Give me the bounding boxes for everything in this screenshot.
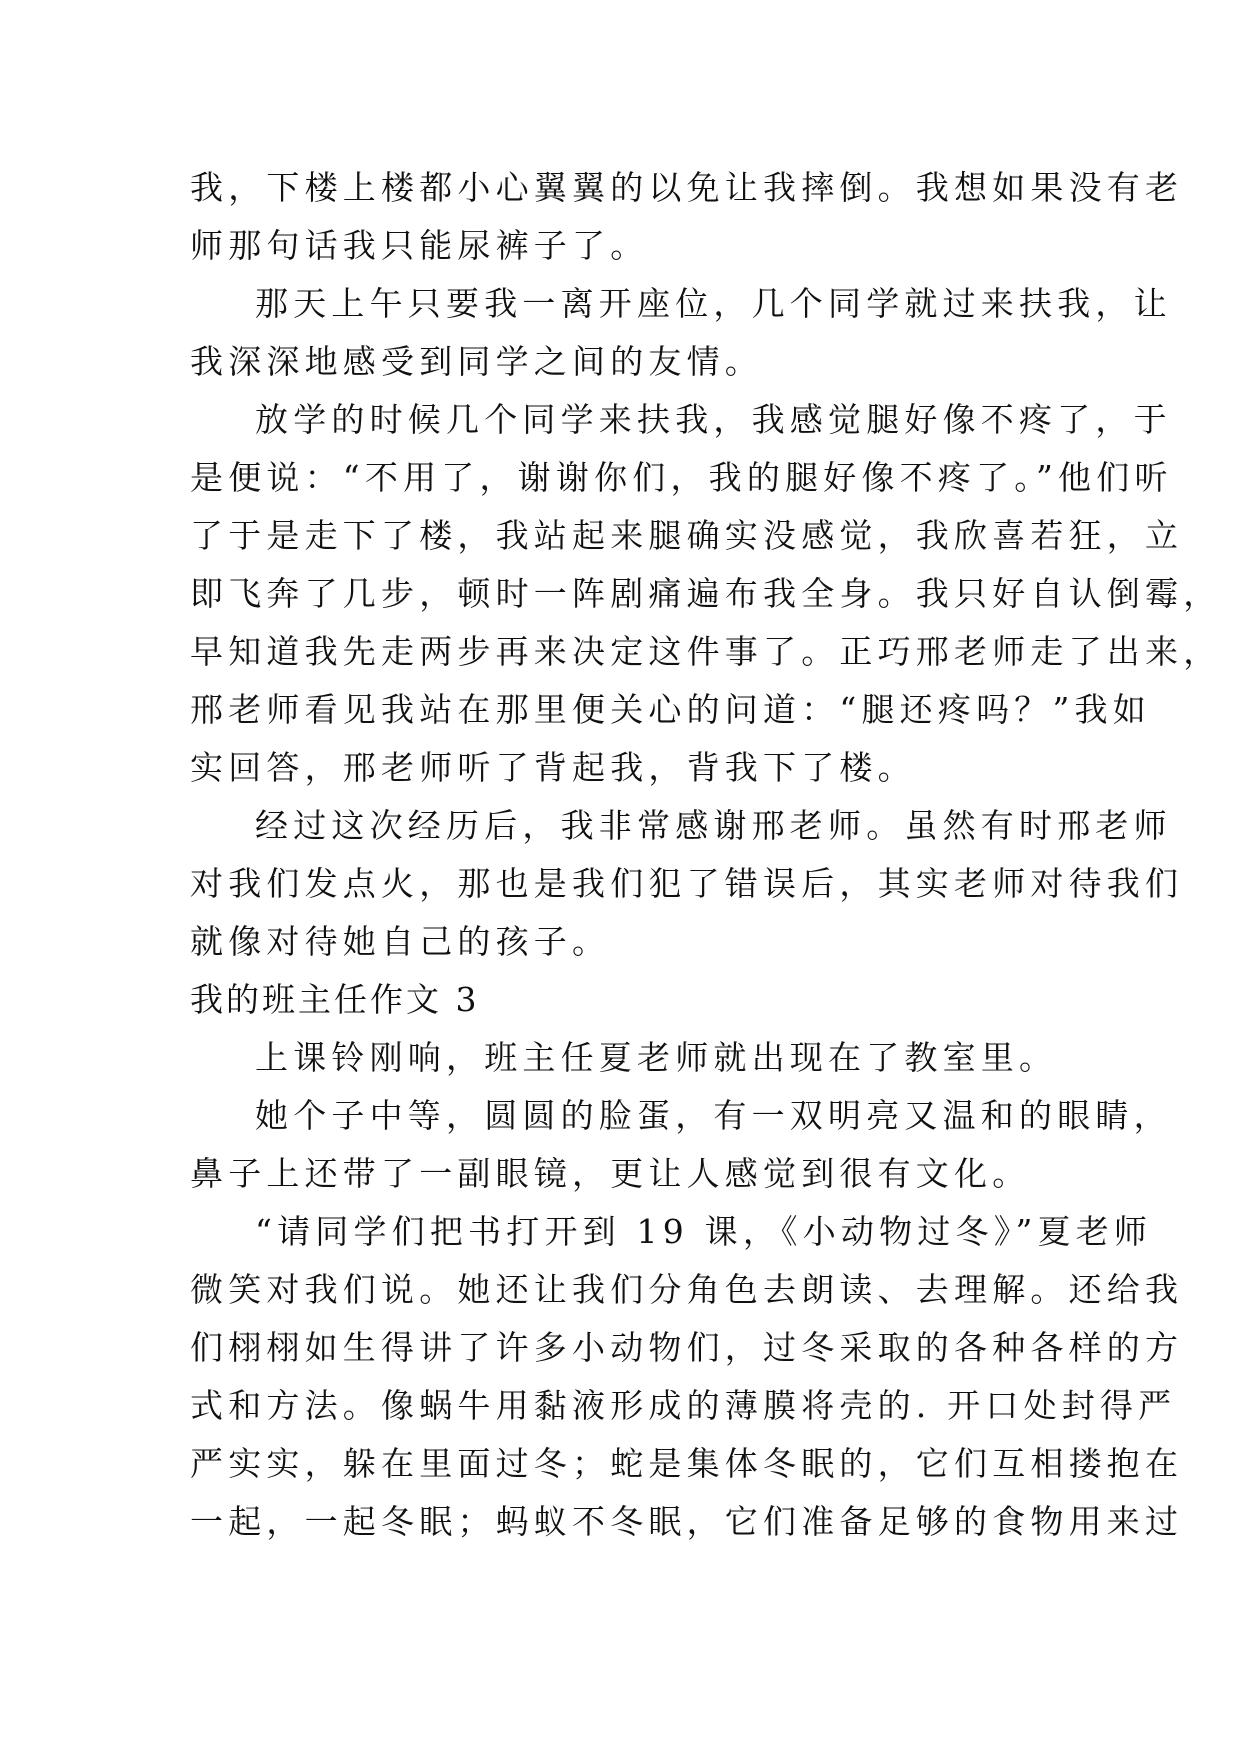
text-line: 鼻子上还带了一副眼镜，更让人感觉到很有文化。 xyxy=(190,1154,1031,1193)
text-line: 师那句话我只能尿裤子了。 xyxy=(190,226,649,265)
text-line: 微笑对我们说。她还让我们分角色去朗读、去理解。还给我 xyxy=(190,1270,1184,1309)
paragraph-start-line: 放学的时候几个同学来扶我，我感觉腿好像不疼了，于 xyxy=(255,400,1172,439)
text-line: 早知道我先走两步再来决定这件事了。正巧邢老师走了出来， xyxy=(190,632,1222,671)
text-line: 邢老师看见我站在那里便关心的问道：“腿还疼吗？”我如 xyxy=(190,690,1151,729)
text-line: 了于是走下了楼，我站起来腿确实没感觉，我欣喜若狂，立 xyxy=(190,516,1184,555)
text-line: 们栩栩如生得讲了许多小动物们，过冬采取的各种各样的方 xyxy=(190,1328,1184,1367)
paragraph-start-line: 经过这次经历后，我非常感谢邢老师。虽然有时邢老师 xyxy=(255,806,1172,845)
text-line: 严实实，躲在里面过冬；蛇是集体冬眠的，它们互相搂抱在 xyxy=(190,1444,1184,1483)
paragraph-start-line: “请同学们把书打开到 19 课，《小动物过冬》”夏老师 xyxy=(255,1212,1153,1251)
paragraph-start-line: 她个子中等，圆圆的脸蛋，有一双明亮又温和的眼睛， xyxy=(255,1096,1172,1135)
text-line: 实回答，邢老师听了背起我，背我下了楼。 xyxy=(190,748,916,787)
text-line: 式和方法。像蜗牛用黏液形成的薄膜将壳的. 开口处封得严 xyxy=(190,1386,1177,1425)
text-line: 我深深地感受到同学之间的友情。 xyxy=(190,342,763,381)
text-line: 我，下楼上楼都小心翼翼的以免让我摔倒。我想如果没有老 xyxy=(190,168,1184,207)
paragraph-start-line: 那天上午只要我一离开座位，几个同学就过来扶我，让 xyxy=(255,284,1172,323)
text-line: 即飞奔了几步，顿时一阵剧痛遍布我全身。我只好自认倒霉， xyxy=(190,574,1222,613)
text-line: 对我们发点火，那也是我们犯了错误后，其实老师对待我们 xyxy=(190,864,1184,903)
text-line: 就像对待她自己的孩子。 xyxy=(190,922,611,961)
text-line: 是便说：“不用了，谢谢你们，我的腿好像不疼了。”他们听 xyxy=(190,458,1173,497)
text-line: 一起，一起冬眠；蚂蚁不冬眠，它们准备足够的食物用来过 xyxy=(190,1502,1184,1541)
section-heading: 我的班主任作文 3 xyxy=(190,980,480,1019)
paragraph-start-line: 上课铃刚响，班主任夏老师就出现在了教室里。 xyxy=(255,1038,1058,1077)
